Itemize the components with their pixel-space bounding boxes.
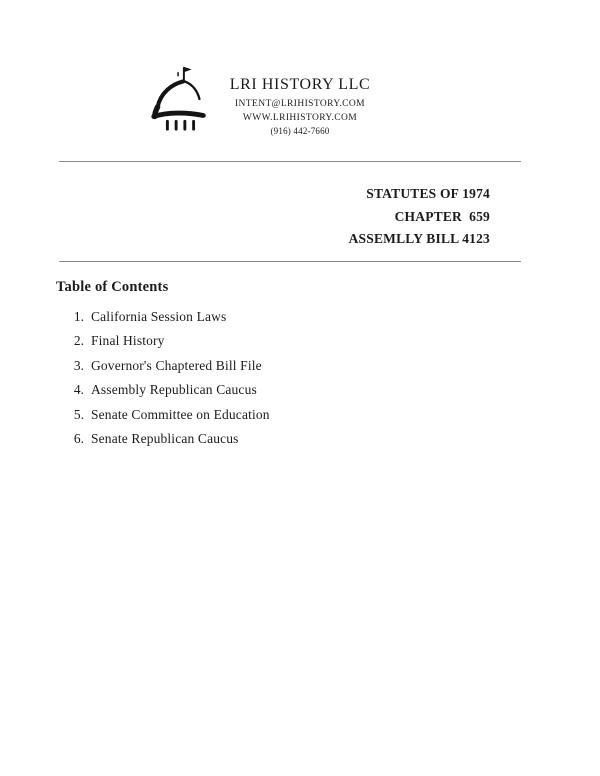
toc-item — [70, 408, 600, 422]
toc-item-number: 1. — [73, 308, 84, 324]
company-phone: (916) 442-7660 — [270, 126, 330, 136]
toc-item-number: 5. — [73, 406, 84, 422]
toc-item — [70, 359, 600, 373]
toc-item-label: Governor's Chaptered Bill File — [91, 357, 262, 373]
capitol-dome-icon — [146, 60, 214, 136]
chapter-line: CHAPTER 659 — [394, 208, 490, 224]
company-email: INTENT@LRIHISTORY.COM — [234, 99, 365, 109]
company-name: LRI HISTORY LLC — [229, 76, 371, 93]
statutes-line: STATUTES OF 1974 — [366, 186, 490, 201]
toc-item — [70, 383, 600, 397]
toc-item — [70, 334, 600, 348]
toc-item-number: 2. — [73, 333, 84, 348]
toc-item-number: 3. — [73, 357, 84, 373]
toc-item-label: Assembly Republican Caucus — [91, 382, 257, 397]
divider-top — [59, 161, 521, 162]
company-website: WWW.LRIHISTORY.COM — [242, 112, 358, 123]
toc-item-label: California Session Laws — [91, 308, 227, 324]
toc-item-number: 4. — [73, 382, 84, 397]
divider-middle — [59, 261, 521, 262]
toc-item — [70, 432, 600, 446]
toc-list — [70, 310, 600, 447]
letterhead — [0, 0, 600, 138]
toc-item-label: Senate Committee on Education — [91, 406, 270, 422]
toc-item-label: Senate Republican Caucus — [91, 431, 239, 446]
toc-title: Table of Contents — [56, 278, 169, 295]
assembly-bill-line: ASSEMLLY BILL 4123 — [348, 231, 490, 246]
toc-item-label: Final History — [91, 333, 165, 348]
bill-info — [0, 183, 600, 251]
toc-item — [70, 310, 600, 324]
toc-item-number: 6. — [73, 431, 84, 446]
